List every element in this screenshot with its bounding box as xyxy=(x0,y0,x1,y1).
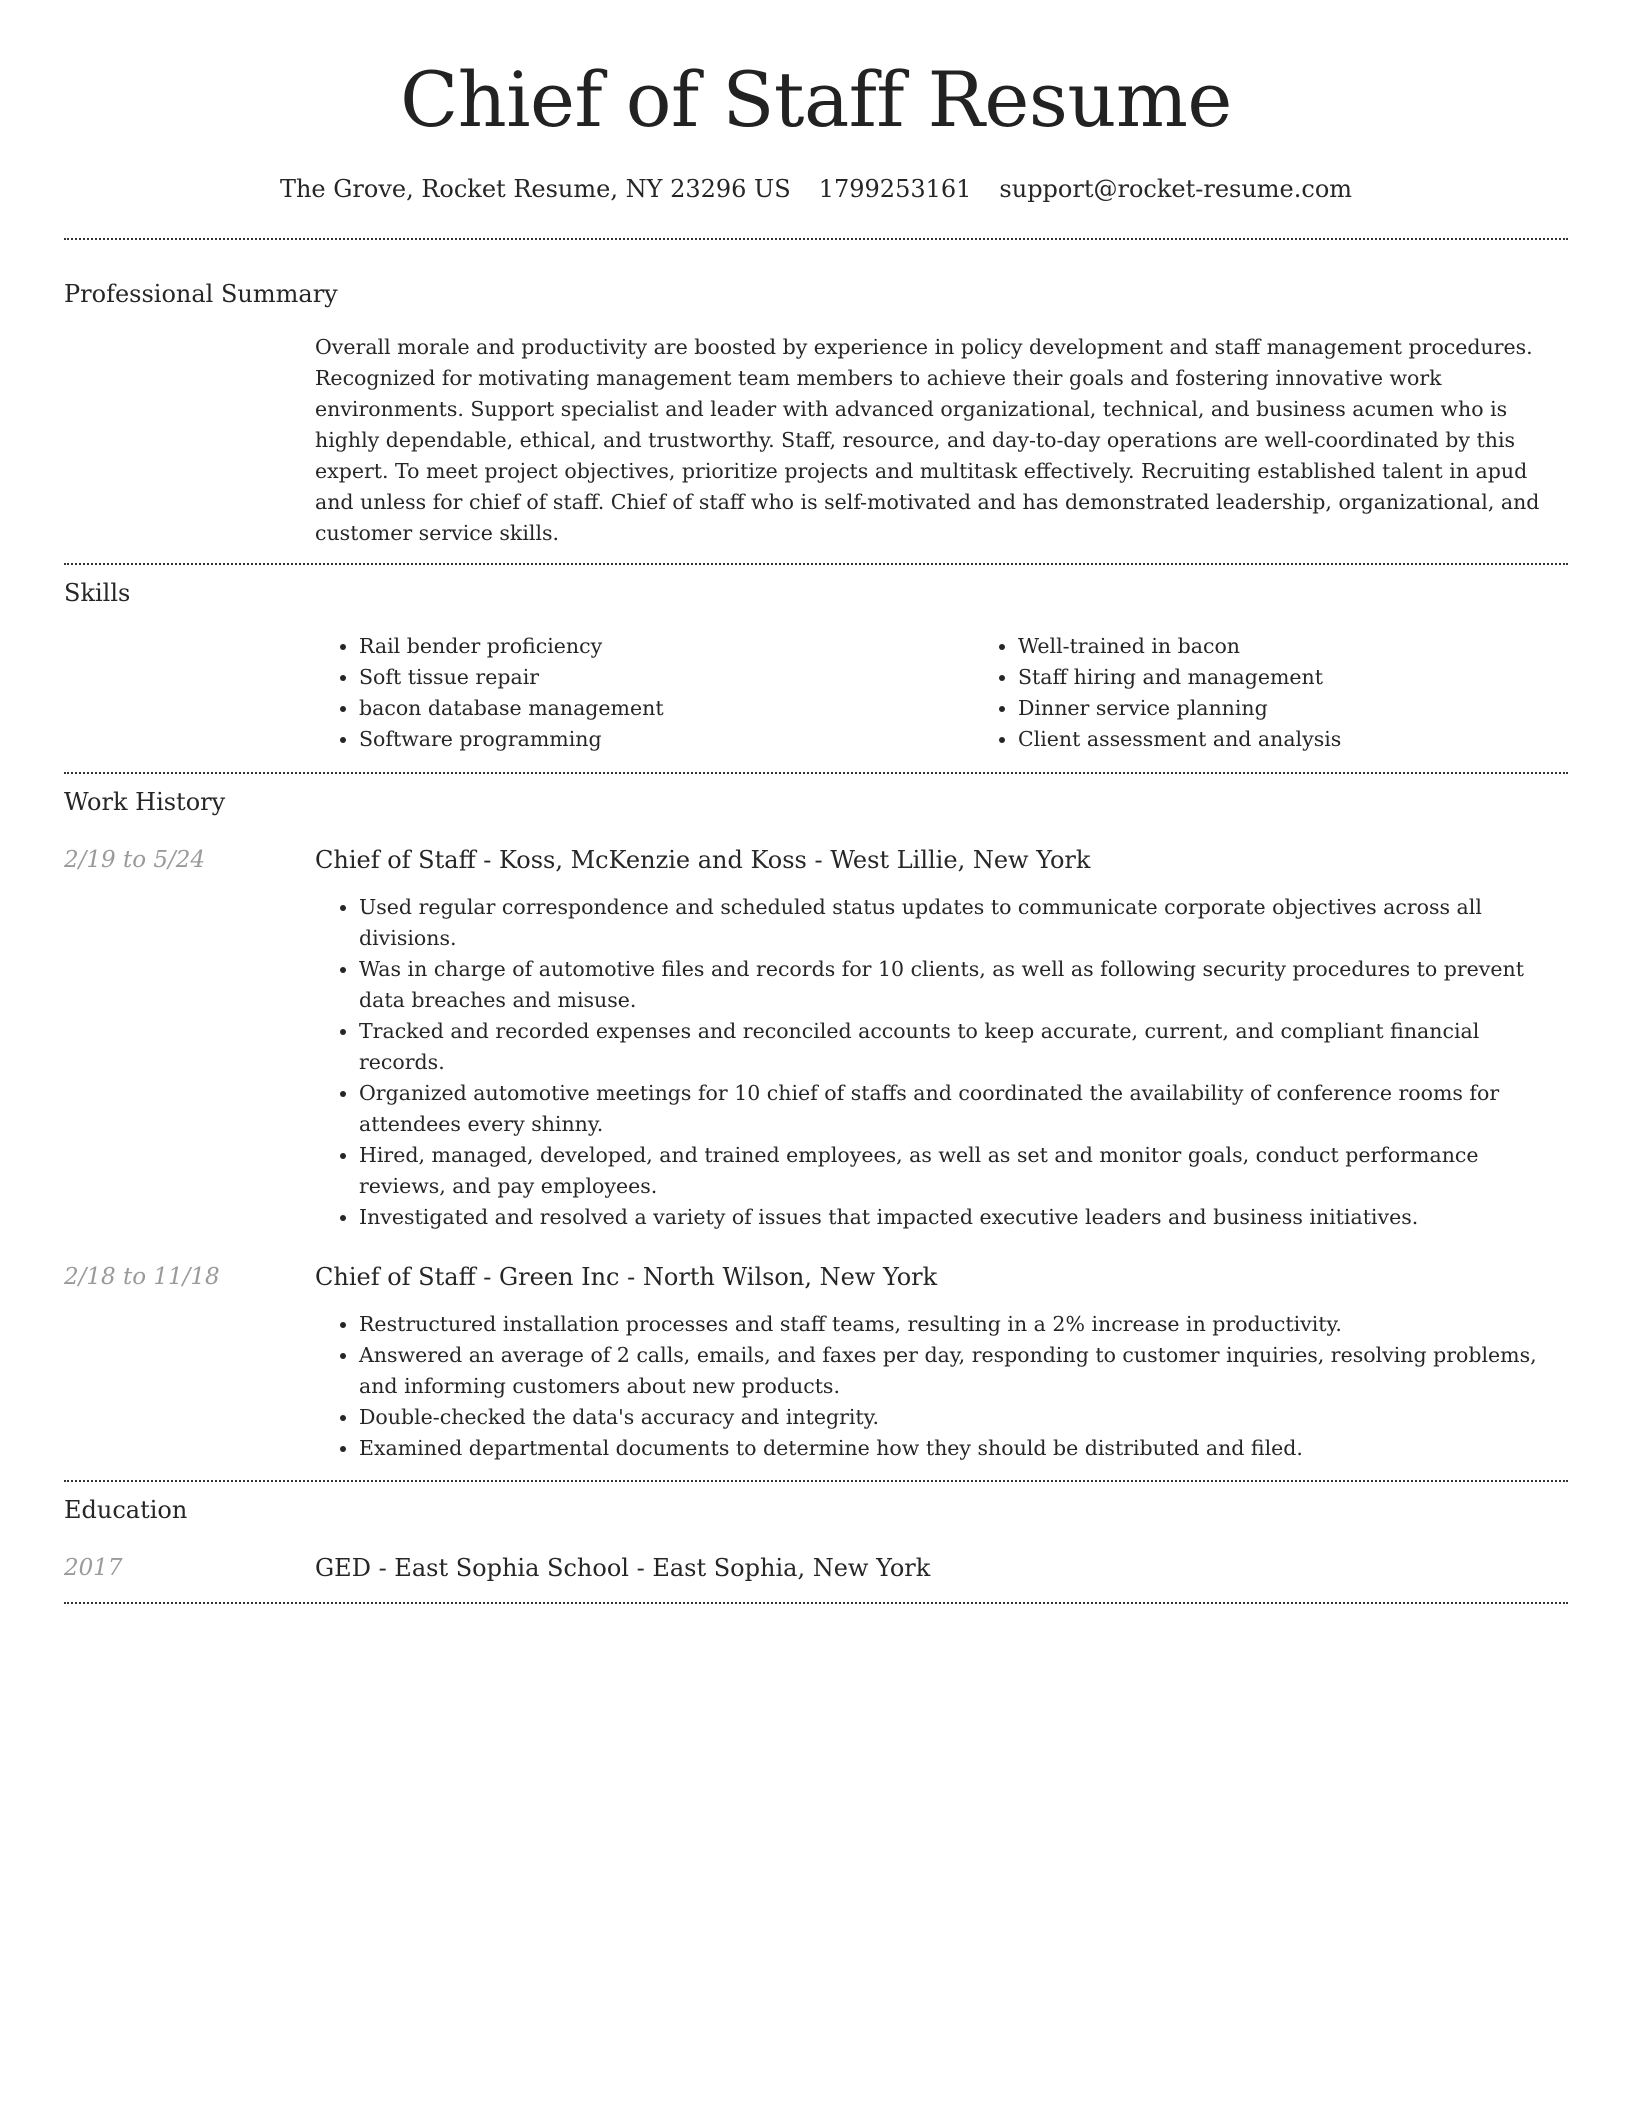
job-bullet: • Investigated and resolved a variety of issues that impacted executive leaders and business initiatives. xyxy=(359,1202,1568,1233)
contact-address: The Grove, Rocket Resume, NY 23296 US xyxy=(279,175,791,203)
skill-item: • Software programming xyxy=(359,724,974,755)
work-section xyxy=(64,774,1568,1464)
job-bullet: • Double-checked the data's accuracy and integrity. xyxy=(359,1402,1568,1433)
contact-email: support@rocket-resume.com xyxy=(999,175,1353,203)
skills-list-left xyxy=(315,631,974,755)
education-section xyxy=(64,1482,1568,1584)
resume-title: Chief of Staff Resume xyxy=(400,55,1232,144)
skill-item: • Dinner service planning xyxy=(1018,693,1632,724)
skill-item: • bacon database management xyxy=(359,693,974,724)
job-title: Chief of Staff - Koss, McKenzie and Koss - West Lillie, New York xyxy=(315,846,1091,874)
summary-heading: Professional Summary xyxy=(64,280,338,308)
skills-list-right xyxy=(974,631,1632,755)
skills-heading: Skills xyxy=(64,579,131,607)
skill-item: • Client assessment and analysis xyxy=(1018,724,1632,755)
work-heading: Work History xyxy=(64,788,226,816)
job-bullets xyxy=(315,1309,1568,1464)
job-entry xyxy=(64,844,1568,1233)
education-year: 2017 xyxy=(64,1555,123,1581)
contact-phone: 1799253161 xyxy=(818,175,972,203)
skill-item: • Rail bender proficiency xyxy=(359,631,974,662)
job-dates: 2/19 to 5/24 xyxy=(64,847,206,873)
job-bullet: • Organized automotive meetings for 10 chief of staffs and coordinated the availability of conference rooms for attendees every shinny. xyxy=(359,1078,1568,1140)
contact-line xyxy=(64,172,1568,206)
job-bullets xyxy=(315,892,1568,1233)
skill-item: • Staff hiring and management xyxy=(1018,662,1632,693)
job-bullet: • Was in charge of automotive files and records for 10 clients, as well as following security procedures to prevent data breaches and misuse. xyxy=(359,954,1568,1016)
skill-item: • Soft tissue repair xyxy=(359,662,974,693)
job-entry xyxy=(64,1261,1568,1464)
summary-section xyxy=(64,240,1568,549)
job-dates: 2/18 to 11/18 xyxy=(64,1264,220,1290)
job-bullet: • Restructured installation processes and staff teams, resulting in a 2% increase in productivity. xyxy=(359,1309,1568,1340)
job-bullet: • Hired, managed, developed, and trained employees, as well as set and monitor goals, conduct performance reviews, and pay employees. xyxy=(359,1140,1568,1202)
skills-section xyxy=(64,565,1568,755)
education-entry: GED - East Sophia School - East Sophia, New York xyxy=(315,1554,931,1582)
summary-text: Overall morale and productivity are boosted by experience in policy development and staff management procedures. Recognized for motivating management team members to achieve their goals and fostering innovative work environments. Support specialist and leader with advanced organizational, technical, and business acumen who is highly dependable, ethical, and trustworthy. Staff, resource, and day-to-day operations are well-coordinated by this expert. To meet project objectives, prioritize projects and multitask effectively. Recruiting established talent in apud and unless for chief of staff. Chief of staff who is self-motivated and has demonstrated leadership, organizational, and customer service skills. xyxy=(315,335,1540,545)
job-bullet: • Tracked and recorded expenses and reconciled accounts to keep accurate, current, and compliant financial records. xyxy=(359,1016,1568,1078)
divider xyxy=(64,1602,1568,1604)
job-title: Chief of Staff - Green Inc - North Wilson, New York xyxy=(315,1263,938,1291)
education-heading: Education xyxy=(64,1496,188,1524)
job-bullet: • Used regular correspondence and scheduled status updates to communicate corporate objectives across all divisions. xyxy=(359,892,1568,954)
skill-item: • Well-trained in bacon xyxy=(1018,631,1632,662)
job-bullet: • Examined departmental documents to determine how they should be distributed and filed. xyxy=(359,1433,1568,1464)
job-bullet: • Answered an average of 2 calls, emails, and faxes per day, responding to customer inquiries, resolving problems, and informing customers about new products. xyxy=(359,1340,1568,1402)
